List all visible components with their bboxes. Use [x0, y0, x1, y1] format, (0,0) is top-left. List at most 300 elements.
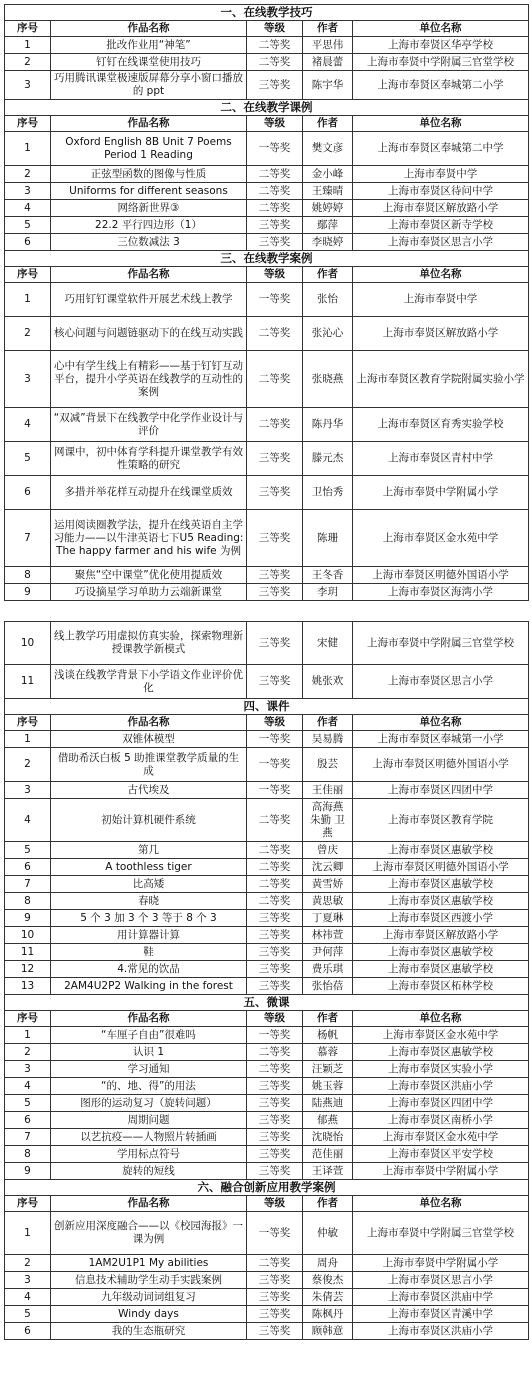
award-level: 三等奖 — [247, 567, 303, 584]
table-row — [5, 782, 529, 799]
award-document — [4, 4, 528, 1340]
row-number: 11 — [5, 665, 51, 699]
school-name: 上海市奉贤区四团中学 — [353, 782, 529, 799]
award-level: 三等奖 — [247, 961, 303, 978]
row-number: 5 — [5, 442, 51, 476]
author-name: 陈宇华 — [303, 71, 353, 100]
col-unit-header: 单位名称 — [353, 267, 529, 283]
author-name: 范佳丽 — [303, 1146, 353, 1163]
work-title: 春晓 — [51, 893, 247, 910]
school-name: 上海市奉贤区惠敏学校 — [353, 1044, 529, 1061]
row-number: 5 — [5, 217, 51, 234]
school-name: 上海市奉贤区西渡小学 — [353, 910, 529, 927]
col-unit-header: 单位名称 — [353, 715, 529, 731]
school-name: 上海市奉贤中学 — [353, 166, 529, 183]
row-number: 6 — [5, 476, 51, 510]
school-name: 上海市奉贤区金水苑中学 — [353, 1129, 529, 1146]
work-title: 古代埃及 — [51, 782, 247, 799]
author-name: 蔡俊杰 — [303, 1272, 353, 1289]
header-row — [5, 1011, 529, 1027]
work-title: 初始计算机硬件系统 — [51, 799, 247, 842]
school-name: 上海市奉贤区解放路小学 — [353, 200, 529, 217]
row-number: 4 — [5, 408, 51, 442]
row-number: 5 — [5, 842, 51, 859]
work-title: 线上教学巧用虚拟仿真实验，探索物理新授课教学新模式 — [51, 622, 247, 665]
author-name: 陈丹华 — [303, 408, 353, 442]
work-title: 2AM4U2P2 Walking in the forest — [51, 978, 247, 995]
school-name: 上海市奉贤区金水苑中学 — [353, 510, 529, 567]
table-row — [5, 893, 529, 910]
table-row — [5, 876, 529, 893]
section-title: 一、在线教学技巧 — [5, 5, 529, 21]
row-number: 7 — [5, 876, 51, 893]
col-unit-header: 单位名称 — [353, 21, 529, 37]
award-level: 三等奖 — [247, 1323, 303, 1340]
author-name: 费乐琪 — [303, 961, 353, 978]
table-row — [5, 234, 529, 251]
author-name: 张怡蓓 — [303, 978, 353, 995]
row-number: 2 — [5, 1255, 51, 1272]
table-row — [5, 944, 529, 961]
school-name: 上海市奉贤中学附属小学 — [353, 1255, 529, 1272]
col-no-header: 序号 — [5, 715, 51, 731]
col-work-header: 作品名称 — [51, 1196, 247, 1212]
award-level: 三等奖 — [247, 217, 303, 234]
row-number: 5 — [5, 1306, 51, 1323]
award-level: 三等奖 — [247, 1078, 303, 1095]
table-row — [5, 1078, 529, 1095]
award-level: 三等奖 — [247, 1289, 303, 1306]
work-title: 第几 — [51, 842, 247, 859]
work-title: 核心问题与问题链驱动下的在线互动实践 — [51, 317, 247, 351]
work-title: 批改作业用“神笔” — [51, 37, 247, 54]
work-title: 正弦型函数的图像与性质 — [51, 166, 247, 183]
table-row — [5, 927, 529, 944]
awards-table-part-1 — [4, 4, 529, 601]
table-row — [5, 283, 529, 317]
author-name: 郁燕 — [303, 1112, 353, 1129]
award-level: 一等奖 — [247, 748, 303, 782]
work-title: 创新应用深度融合——以《校园海报》一课为例 — [51, 1212, 247, 1255]
section-title: 三、在线教学案例 — [5, 251, 529, 267]
school-name: 上海市奉贤区惠敏学校 — [353, 961, 529, 978]
school-name: 上海市奉贤区解放路小学 — [353, 317, 529, 351]
author-name: 王冬香 — [303, 567, 353, 584]
author-name: 鄢萍 — [303, 217, 353, 234]
col-no-header: 序号 — [5, 1196, 51, 1212]
work-title: 聚焦“空中课堂”优化使用提质效 — [51, 567, 247, 584]
table-row — [5, 442, 529, 476]
author-name: 姚玉蓉 — [303, 1078, 353, 1095]
author-name: 沈云卿 — [303, 859, 353, 876]
school-name: 上海市奉贤区金水苑中学 — [353, 1027, 529, 1044]
section-title-row — [5, 100, 529, 116]
work-title: 旋转的短线 — [51, 1163, 247, 1180]
col-work-header: 作品名称 — [51, 715, 247, 731]
author-name: 高海燕 朱勤 卫燕 — [303, 799, 353, 842]
col-work-header: 作品名称 — [51, 1011, 247, 1027]
school-name: 上海市奉贤区解放路小学 — [353, 927, 529, 944]
row-number: 1 — [5, 1027, 51, 1044]
work-title: 九年级动词词组复习 — [51, 1289, 247, 1306]
row-number: 2 — [5, 166, 51, 183]
work-title: 信息技术辅助学生动手实践案例 — [51, 1272, 247, 1289]
award-level: 三等奖 — [247, 1272, 303, 1289]
table-row — [5, 1306, 529, 1323]
table-row — [5, 1163, 529, 1180]
school-name: 上海市奉贤区教育学院 — [353, 799, 529, 842]
row-number: 4 — [5, 799, 51, 842]
work-title: 多措并举花样互动提升在线课堂质效 — [51, 476, 247, 510]
school-name: 上海市奉贤区实验小学 — [353, 1061, 529, 1078]
col-work-header: 作品名称 — [51, 116, 247, 132]
work-title: 借助希沃白板 5 助推课堂教学质量的生成 — [51, 748, 247, 782]
table-row — [5, 200, 529, 217]
table-row — [5, 731, 529, 748]
table-row — [5, 1212, 529, 1255]
row-number: 1 — [5, 1212, 51, 1255]
school-name: 上海市奉贤区惠敏学校 — [353, 944, 529, 961]
award-level: 一等奖 — [247, 1027, 303, 1044]
work-title: A toothless tiger — [51, 859, 247, 876]
section-title-row — [5, 1180, 529, 1196]
page-break — [4, 601, 528, 621]
row-number: 10 — [5, 927, 51, 944]
award-level: 二等奖 — [247, 799, 303, 842]
row-number: 8 — [5, 893, 51, 910]
table-row — [5, 1027, 529, 1044]
header-row — [5, 1196, 529, 1212]
school-name: 上海市奉贤区洪庙中学 — [353, 1289, 529, 1306]
author-name: 沈晓怡 — [303, 1129, 353, 1146]
school-name: 上海市奉贤区明德外国语小学 — [353, 567, 529, 584]
awards-table-part-2 — [4, 621, 529, 1340]
award-level: 三等奖 — [247, 234, 303, 251]
table-row — [5, 842, 529, 859]
col-level-header: 等级 — [247, 116, 303, 132]
col-no-header: 序号 — [5, 267, 51, 283]
award-level: 三等奖 — [247, 622, 303, 665]
school-name: 上海市奉贤区明德外国语小学 — [353, 748, 529, 782]
col-author-header: 作者 — [303, 116, 353, 132]
col-unit-header: 单位名称 — [353, 1196, 529, 1212]
school-name: 上海市奉贤中学附属三官堂学校 — [353, 622, 529, 665]
school-name: 上海市奉贤中学附属三官堂学校 — [353, 1212, 529, 1255]
school-name: 上海市奉贤区南桥小学 — [353, 1112, 529, 1129]
row-number: 4 — [5, 1078, 51, 1095]
school-name: 上海市奉贤中学附属三官堂学校 — [353, 54, 529, 71]
award-level: 三等奖 — [247, 510, 303, 567]
row-number: 3 — [5, 1272, 51, 1289]
school-name: 上海市奉贤区惠敏学校 — [353, 842, 529, 859]
work-title: 学习通知 — [51, 1061, 247, 1078]
work-title: 浅谈在线教学背景下小学语文作业评价优化 — [51, 665, 247, 699]
header-row — [5, 715, 529, 731]
work-title: “双减”背景下在线教学中化学作业设计与评价 — [51, 408, 247, 442]
row-number: 3 — [5, 351, 51, 408]
row-number: 7 — [5, 1129, 51, 1146]
work-title: 周期问题 — [51, 1112, 247, 1129]
row-number: 5 — [5, 1095, 51, 1112]
col-level-header: 等级 — [247, 1011, 303, 1027]
work-title: 巧用钉钉课堂软件开展艺术线上教学 — [51, 283, 247, 317]
school-name: 上海市奉贤区奉城第一小学 — [353, 731, 529, 748]
author-name: 王佳丽 — [303, 782, 353, 799]
school-name: 上海市奉贤中学 — [353, 283, 529, 317]
author-name: 张沁心 — [303, 317, 353, 351]
table-row — [5, 510, 529, 567]
award-level: 三等奖 — [247, 1112, 303, 1129]
school-name: 上海市奉贤区惠敏学校 — [353, 893, 529, 910]
row-number: 1 — [5, 731, 51, 748]
header-row — [5, 116, 529, 132]
author-name: 李玥 — [303, 584, 353, 601]
author-name: 汪颖芝 — [303, 1061, 353, 1078]
work-title: 我的生态瓶研究 — [51, 1323, 247, 1340]
author-name: 黄思敏 — [303, 893, 353, 910]
award-level: 二等奖 — [247, 1061, 303, 1078]
author-name: 林祎萱 — [303, 927, 353, 944]
award-level: 一等奖 — [247, 132, 303, 166]
author-name: 滕元杰 — [303, 442, 353, 476]
author-name: 金小峰 — [303, 166, 353, 183]
header-row — [5, 267, 529, 283]
award-level: 二等奖 — [247, 1044, 303, 1061]
author-name: 樊文彦 — [303, 132, 353, 166]
row-number: 4 — [5, 200, 51, 217]
author-name: 尹何萍 — [303, 944, 353, 961]
author-name: 曾庆 — [303, 842, 353, 859]
work-title: “的、地、得”的用法 — [51, 1078, 247, 1095]
row-number: 8 — [5, 567, 51, 584]
school-name: 上海市奉贤中学附属小学 — [353, 1163, 529, 1180]
work-title: 以艺抗疫——人物照片转插画 — [51, 1129, 247, 1146]
col-no-header: 序号 — [5, 116, 51, 132]
table-row — [5, 1323, 529, 1340]
row-number: 4 — [5, 1289, 51, 1306]
col-author-header: 作者 — [303, 267, 353, 283]
author-name: 褚晨蕾 — [303, 54, 353, 71]
row-number: 2 — [5, 1044, 51, 1061]
author-name: 陈枫丹 — [303, 1306, 353, 1323]
table-row — [5, 748, 529, 782]
school-name: 上海市奉贤区明德外国语小学 — [353, 859, 529, 876]
table-row — [5, 132, 529, 166]
row-number: 11 — [5, 944, 51, 961]
col-work-header: 作品名称 — [51, 21, 247, 37]
award-level: 二等奖 — [247, 408, 303, 442]
school-name: 上海市奉贤区奉城第二小学 — [353, 71, 529, 100]
row-number: 6 — [5, 1112, 51, 1129]
author-name: 李晓婷 — [303, 234, 353, 251]
table-row — [5, 622, 529, 665]
school-name: 上海市奉贤区青村中学 — [353, 442, 529, 476]
award-level: 二等奖 — [247, 166, 303, 183]
award-level: 三等奖 — [247, 71, 303, 100]
work-title: 鞋 — [51, 944, 247, 961]
header-row — [5, 21, 529, 37]
table-row — [5, 1044, 529, 1061]
col-author-header: 作者 — [303, 1196, 353, 1212]
table-row — [5, 1129, 529, 1146]
school-name: 上海市奉贤区教育学院附属实验小学 — [353, 351, 529, 408]
col-author-header: 作者 — [303, 21, 353, 37]
school-name: 上海市奉贤区青溪中学 — [353, 1306, 529, 1323]
row-number: 1 — [5, 37, 51, 54]
row-number: 2 — [5, 54, 51, 71]
work-title: 5 个 3 加 3 个 3 等于 8 个 3 — [51, 910, 247, 927]
table-row — [5, 910, 529, 927]
author-name: 王臻晴 — [303, 183, 353, 200]
work-title: 比高矮 — [51, 876, 247, 893]
table-row — [5, 1095, 529, 1112]
work-title: 学用标点符号 — [51, 1146, 247, 1163]
row-number: 12 — [5, 961, 51, 978]
work-title: 1AM2U1P1 My abilities — [51, 1255, 247, 1272]
author-name: 仲敏 — [303, 1212, 353, 1255]
work-title: 钉钉在线课堂使用技巧 — [51, 54, 247, 71]
col-no-header: 序号 — [5, 1011, 51, 1027]
author-name: 黄雪娇 — [303, 876, 353, 893]
school-name: 上海市奉贤区海湾小学 — [353, 584, 529, 601]
section-title: 四、课件 — [5, 699, 529, 715]
author-name: 卫怡秀 — [303, 476, 353, 510]
award-level: 三等奖 — [247, 944, 303, 961]
award-level: 一等奖 — [247, 782, 303, 799]
award-level: 二等奖 — [247, 876, 303, 893]
table-row — [5, 217, 529, 234]
work-title: 三位数减法 3 — [51, 234, 247, 251]
row-number: 3 — [5, 782, 51, 799]
award-level: 三等奖 — [247, 442, 303, 476]
school-name: 上海市奉贤区思言小学 — [353, 1272, 529, 1289]
award-level: 三等奖 — [247, 927, 303, 944]
school-name: 上海市奉贤区洪庙小学 — [353, 1323, 529, 1340]
award-level: 三等奖 — [247, 584, 303, 601]
row-number: 3 — [5, 71, 51, 100]
row-number: 6 — [5, 234, 51, 251]
work-title: 网络新世界③ — [51, 200, 247, 217]
award-level: 二等奖 — [247, 893, 303, 910]
author-name: 张怡 — [303, 283, 353, 317]
row-number: 13 — [5, 978, 51, 995]
author-name: 慕蓉 — [303, 1044, 353, 1061]
award-level: 三等奖 — [247, 1129, 303, 1146]
school-name: 上海市奉贤区奉城第二中学 — [353, 132, 529, 166]
section-title-row — [5, 995, 529, 1011]
work-title: Uniforms for different seasons — [51, 183, 247, 200]
section-title: 六、融合创新应用教学案例 — [5, 1180, 529, 1196]
row-number: 8 — [5, 1146, 51, 1163]
award-level: 一等奖 — [247, 1212, 303, 1255]
work-title: “车厘子自由”很难吗 — [51, 1027, 247, 1044]
section-title-row — [5, 699, 529, 715]
table-row — [5, 71, 529, 100]
row-number: 3 — [5, 183, 51, 200]
section-title: 五、微课 — [5, 995, 529, 1011]
award-level: 二等奖 — [247, 859, 303, 876]
award-level: 二等奖 — [247, 1255, 303, 1272]
table-row — [5, 54, 529, 71]
table-row — [5, 476, 529, 510]
author-name: 姚张欢 — [303, 665, 353, 699]
table-row — [5, 166, 529, 183]
school-name: 上海市奉贤区思言小学 — [353, 665, 529, 699]
award-level: 三等奖 — [247, 1306, 303, 1323]
col-unit-header: 单位名称 — [353, 1011, 529, 1027]
table-row — [5, 1289, 529, 1306]
author-name: 王译萱 — [303, 1163, 353, 1180]
school-name: 上海市奉贤区四团中学 — [353, 1095, 529, 1112]
table-row — [5, 1146, 529, 1163]
work-title: Windy days — [51, 1306, 247, 1323]
award-level: 二等奖 — [247, 200, 303, 217]
table-row — [5, 665, 529, 699]
award-level: 三等奖 — [247, 978, 303, 995]
award-level: 三等奖 — [247, 1163, 303, 1180]
row-number: 2 — [5, 748, 51, 782]
col-author-header: 作者 — [303, 715, 353, 731]
col-work-header: 作品名称 — [51, 267, 247, 283]
table-row — [5, 1272, 529, 1289]
table-row — [5, 567, 529, 584]
author-name: 丁夏琳 — [303, 910, 353, 927]
author-name: 平思伟 — [303, 37, 353, 54]
col-no-header: 序号 — [5, 21, 51, 37]
author-name: 周舟 — [303, 1255, 353, 1272]
table-row — [5, 1061, 529, 1078]
table-row — [5, 1112, 529, 1129]
row-number: 1 — [5, 283, 51, 317]
school-name: 上海市奉贤区洪庙小学 — [353, 1078, 529, 1095]
row-number: 3 — [5, 1061, 51, 1078]
school-name: 上海市奉贤区待问中学 — [353, 183, 529, 200]
table-row — [5, 408, 529, 442]
row-number: 9 — [5, 584, 51, 601]
work-title: 运用阅读圈教学法，提升在线英语自主学习能力——以牛津英语七下U5 Reading: The happy farmer and his wife 为例 — [51, 510, 247, 567]
table-row — [5, 317, 529, 351]
work-title: 网课中，初中体育学科提升课堂教学有效性策略的研究 — [51, 442, 247, 476]
school-name: 上海市奉贤区平安学校 — [353, 1146, 529, 1163]
work-title: Oxford English 8B Unit 7 Poems Period 1 Reading — [51, 132, 247, 166]
award-level: 三等奖 — [247, 910, 303, 927]
author-name: 殷芸 — [303, 748, 353, 782]
award-level: 二等奖 — [247, 183, 303, 200]
work-title: 图形的运动复习（旋转问题） — [51, 1095, 247, 1112]
award-level: 二等奖 — [247, 37, 303, 54]
work-title: 巧用腾讯课堂极速版屏幕分享小窗口播放的 ppt — [51, 71, 247, 100]
table-row — [5, 799, 529, 842]
row-number: 6 — [5, 1323, 51, 1340]
row-number: 7 — [5, 510, 51, 567]
author-name: 朱倩芸 — [303, 1289, 353, 1306]
row-number: 10 — [5, 622, 51, 665]
school-name: 上海市奉贤中学附属小学 — [353, 476, 529, 510]
award-level: 三等奖 — [247, 476, 303, 510]
col-author-header: 作者 — [303, 1011, 353, 1027]
school-name: 上海市奉贤区柘林学校 — [353, 978, 529, 995]
author-name: 姚婷婷 — [303, 200, 353, 217]
table-row — [5, 584, 529, 601]
row-number: 6 — [5, 859, 51, 876]
school-name: 上海市奉贤区思言小学 — [353, 234, 529, 251]
award-level: 二等奖 — [247, 54, 303, 71]
table-row — [5, 1255, 529, 1272]
table-row — [5, 961, 529, 978]
award-level: 三等奖 — [247, 1146, 303, 1163]
table-row — [5, 351, 529, 408]
award-level: 一等奖 — [247, 283, 303, 317]
